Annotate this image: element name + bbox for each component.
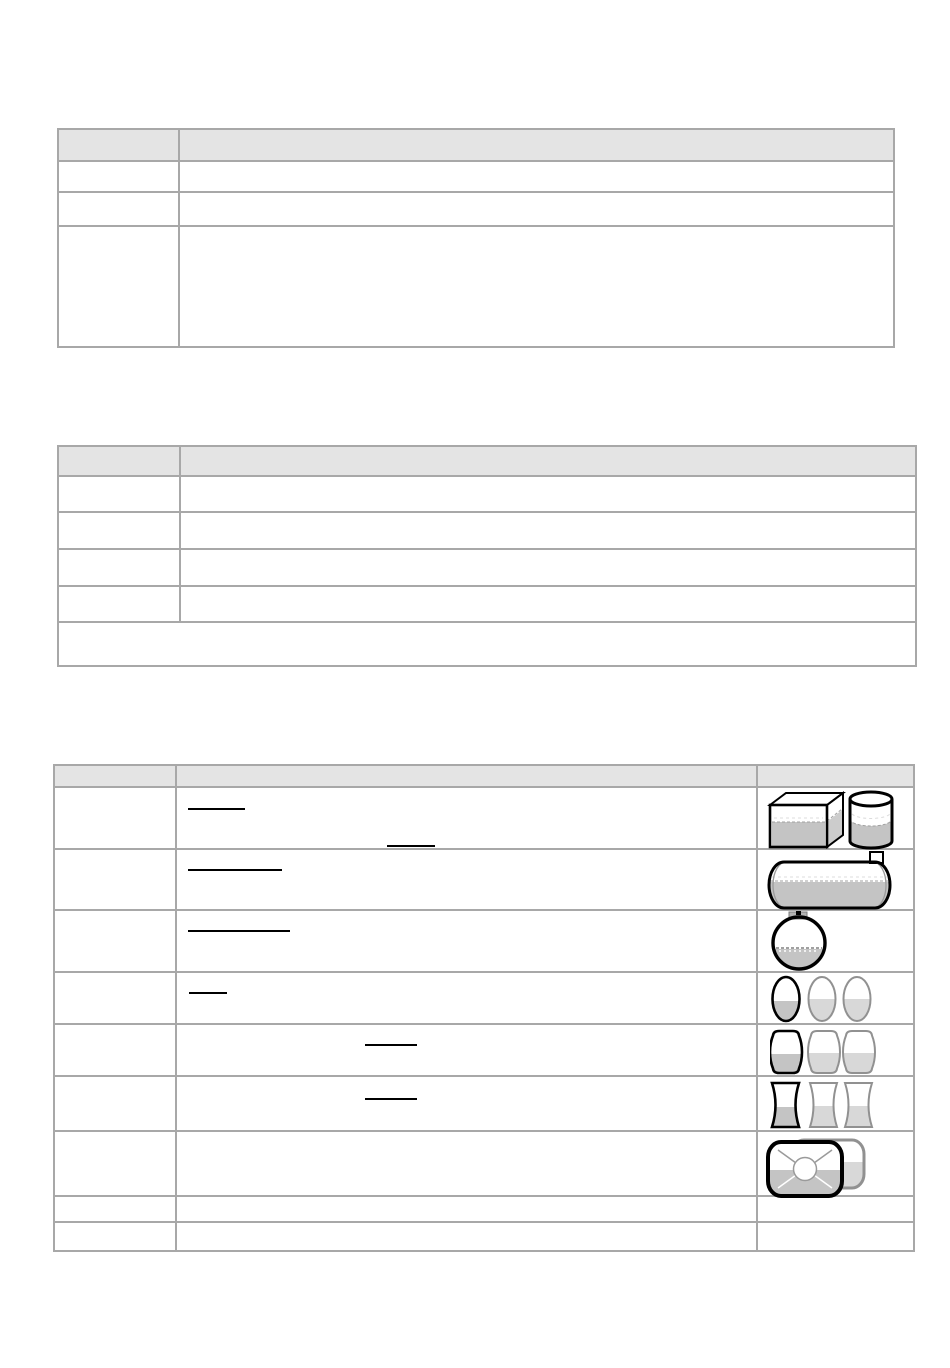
table-3-row-6-cell-1 [55,1077,177,1132]
link-underline-table3-row6[interactable] [365,1098,417,1100]
table-2-row-2-cell-2 [181,513,915,550]
table-3 [53,764,915,1252]
table-3-row-9-cell-2 [177,1223,758,1250]
table-3-row-9-cell-1 [55,1223,177,1250]
table-3-row-8-cell-3 [758,1197,913,1223]
table-3-header-cell-1 [55,766,177,788]
table-3-row-4-cell-2 [177,973,758,1025]
table-3-row-9-cell-3 [758,1223,913,1250]
link-underline-table3-row3[interactable] [188,930,290,932]
table-3-row-7-cell-3 [758,1132,913,1197]
table-2-footer-row-cell [59,623,915,665]
table-3-row-5-cell-3 [758,1025,913,1077]
table-3-row-1-cell-1 [55,788,177,850]
table-3-row-6-cell-3 [758,1077,913,1132]
table-3-row-7-cell-1 [55,1132,177,1197]
table-2-row-3-cell-2 [181,550,915,587]
table-3-row-4-cell-1 [55,973,177,1025]
link-underline-table3-row1[interactable] [188,808,245,810]
table-1-header-cell-2 [180,130,893,162]
link-underline-table3-row5[interactable] [365,1044,417,1046]
link-underline-table3-row2[interactable] [188,869,282,871]
table-2-row-1-cell-2 [181,477,915,513]
link-underline-table3-row1[interactable] [387,845,435,847]
table-2-row-3-cell-1 [59,550,181,587]
table-3-row-1-cell-3 [758,788,913,850]
table-1-header-cell-1 [59,130,180,162]
table-3-row-5-cell-2 [177,1025,758,1077]
table-1-row-1-cell-1 [59,162,180,193]
table-3-header-cell-3 [758,766,913,788]
table-3-row-2-cell-3 [758,850,913,911]
table-1-row-2-cell-1 [59,193,180,227]
table-3-row-6-cell-2 [177,1077,758,1132]
table-3-row-3-cell-1 [55,911,177,973]
table-2-header-cell-1 [59,447,181,477]
table-3-row-1-cell-2 [177,788,758,850]
table-1-row-3-cell-2 [180,227,893,346]
table-3-row-7-cell-2 [177,1132,758,1197]
table-3-header-cell-2 [177,766,758,788]
table-1-row-1-cell-2 [180,162,893,193]
link-underline-table3-row4[interactable] [189,992,227,994]
table-3-row-2-cell-1 [55,850,177,911]
table-2-row-4-cell-1 [59,587,181,623]
table-3-row-2-cell-2 [177,850,758,911]
table-2-row-4-cell-2 [181,587,915,623]
table-3-row-5-cell-1 [55,1025,177,1077]
table-2-row-2-cell-1 [59,513,181,550]
table-3-row-8-cell-1 [55,1197,177,1223]
table-2 [57,445,917,667]
table-2-header-cell-2 [181,447,915,477]
table-3-row-8-cell-2 [177,1197,758,1223]
table-1-row-3-cell-1 [59,227,180,346]
table-3-row-3-cell-2 [177,911,758,973]
table-1 [57,128,895,348]
table-3-row-4-cell-3 [758,973,913,1025]
table-2-row-1-cell-1 [59,477,181,513]
table-3-row-3-cell-3 [758,911,913,973]
table-1-row-2-cell-2 [180,193,893,227]
